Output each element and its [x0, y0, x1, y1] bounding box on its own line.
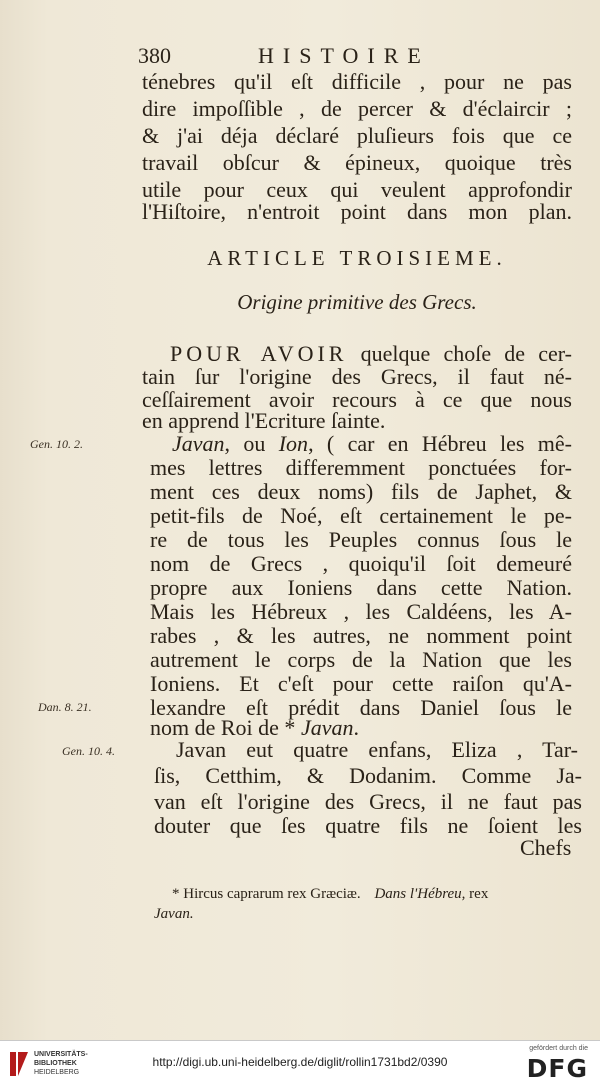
margin-note: Dan. 8. 21. — [38, 700, 92, 714]
text-line: & j'ai déja déclaré pluſieurs fois que ce — [142, 123, 572, 148]
text-line: travail obſcur & épineux, quoique très — [142, 150, 572, 175]
text-line: autrement le corps de la Nation que les — [150, 647, 572, 672]
footnote-line: * Hircus caprarum rex Græciæ. Dans l'Hébreu, rex — [172, 886, 489, 902]
text-line: ceſſairement avoir recours à ce que nous — [142, 387, 572, 412]
margin-note: Gen. 10. 2. — [30, 437, 83, 451]
text-line: van eſt l'origine des Grecs, il ne faut pas — [154, 789, 582, 814]
text-line: dire impoſſible , de percer & d'éclaircir ; — [142, 96, 572, 121]
text-line: propre aux Ioniens dans cette Nation. — [150, 575, 572, 600]
text-line: Ioniens. Et c'eſt pour cette raiſon qu'A- — [150, 671, 572, 696]
text-line: re de tous les Peuples connus ſous le — [150, 527, 572, 552]
article-heading: ARTICLE TROISIEME. — [207, 246, 507, 270]
source-url-link[interactable]: http://digi.ub.uni-heidelberg.de/diglit/rollin1731bd2/0390 — [152, 1055, 448, 1069]
catchword: Chefs — [520, 835, 572, 860]
text-line: l'Hiſtoire, n'entroit point dans mon plan. — [142, 199, 572, 224]
library-name: UNIVERSITÄTS- BIBLIOTHEK HEIDELBERG — [34, 1051, 88, 1076]
text-line: douter que ſes quatre fils ne ſoient les — [154, 813, 582, 838]
text-line: POUR AVOIR quelque choſe de cer- — [170, 341, 572, 366]
funding-note: gefördert durch die — [529, 1045, 588, 1052]
running-head-title: HISTOIRE — [258, 43, 430, 68]
text-line: rabes , & les autres, ne nomment point — [150, 623, 572, 648]
viewer-footer — [0, 1040, 600, 1087]
text-line: utile pour ceux qui veulent approfondir — [142, 177, 572, 202]
text-line: ment ces deux noms) fils de Japhet, & — [150, 479, 572, 504]
text-line: ſis, Cetthim, & Dodanim. Comme Ja- — [154, 763, 582, 788]
footnote-line: Javan. — [154, 906, 194, 922]
text-line: Javan eut quatre enfans, Eliza , Tar- — [176, 737, 578, 762]
text-line: en apprend l'Ecriture ſainte. — [142, 408, 386, 433]
section-title: Origine primitive des Grecs. — [237, 290, 477, 314]
page-number: 380 — [138, 43, 171, 68]
running-head — [138, 44, 468, 68]
text-line: tain ſur l'origine des Grecs, il faut né- — [142, 364, 572, 389]
text-line: Mais les Hébreux , les Caldéens, les A- — [150, 599, 572, 624]
margin-note: Gen. 10. 4. — [62, 744, 115, 758]
text-line: mes lettres differemment ponctuées for- — [150, 455, 572, 480]
text-line: nom de Roi de * Javan. — [150, 715, 359, 740]
text-line: ténebres qu'il eſt difficile , pour ne pas — [142, 69, 572, 94]
small-caps-lead: POUR AVOIR — [170, 341, 348, 366]
text-line: petit-fils de Noé, eſt certainement le pe- — [150, 503, 572, 528]
text-line: Javan, ou Ion, ( car en Hébreu les mê- — [172, 431, 572, 456]
dfg-logo: DFG — [526, 1054, 588, 1083]
text-line: lexandre eſt prédit dans Daniel ſous le — [150, 695, 572, 720]
text-line: nom de Grecs , quoiqu'il ſoit demeuré — [150, 551, 572, 576]
